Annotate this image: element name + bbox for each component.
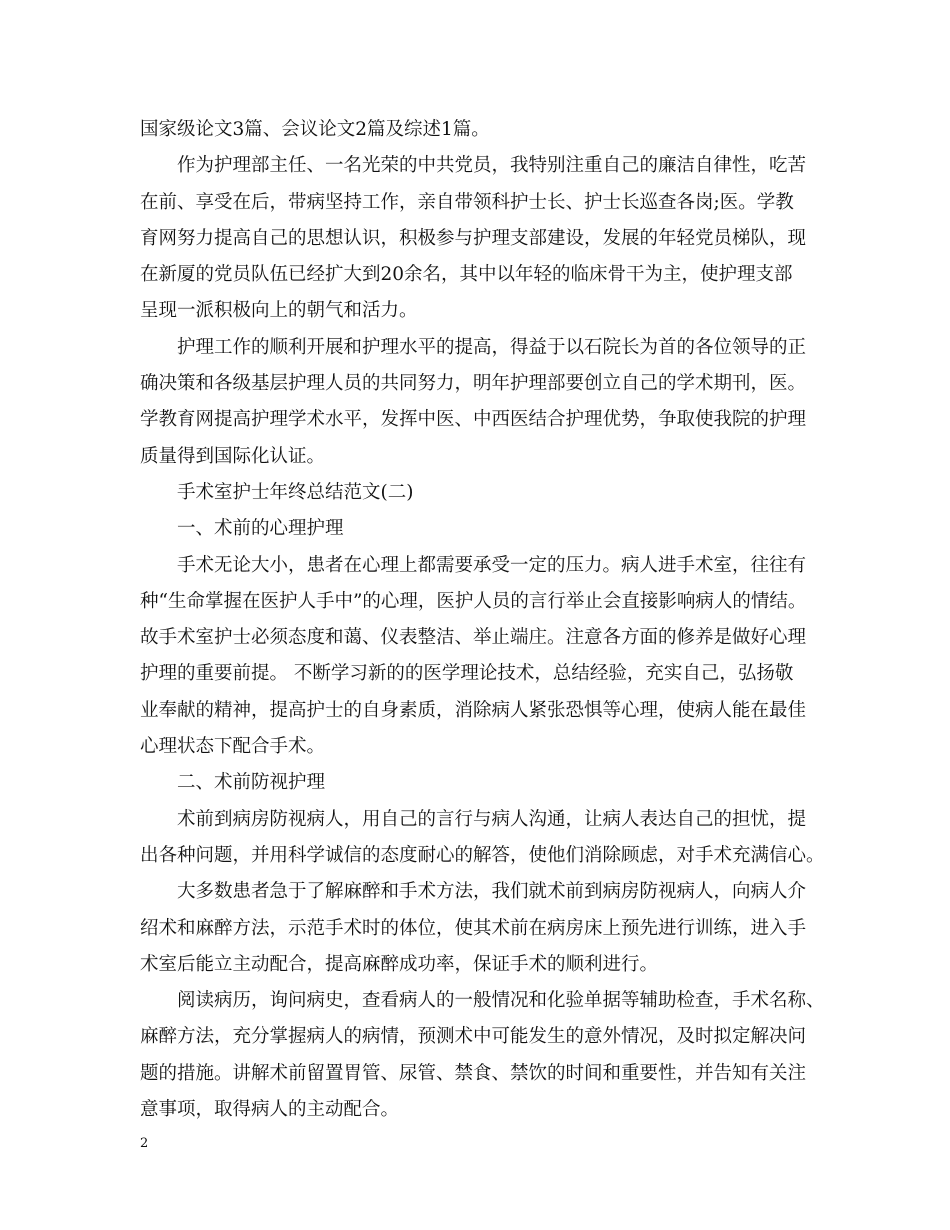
text-line: 心理状态下配合手术。 bbox=[140, 736, 326, 758]
text-line: 育网努力提高自己的思想认识，积极参与护理支部建设，发展的年轻党员梯队，现 bbox=[140, 227, 807, 249]
section-title: 手术室护士年终总结范文(二) bbox=[177, 481, 414, 503]
text-line: 麻醉方法，充分掌握病人的病情，预测术中可能发生的意外情况，及时拟定解决问 bbox=[140, 1026, 807, 1048]
text-line: 护理工作的顺利开展和护理水平的提高，得益于以石院长为首的各位领导的正 bbox=[177, 336, 807, 358]
text-line: 在新厦的党员队伍已经扩大到20余名，其中以年轻的临床骨干为主，使护理支部 bbox=[140, 264, 793, 286]
text-line: 出各种问题，并用科学诚信的态度耐心的解答，使他们消除顾虑，对手术充满信心。 bbox=[140, 844, 825, 866]
text-line: 确决策和各级基层护理人员的共同努力，明年护理部要创立自己的学术期刊，医。 bbox=[140, 373, 807, 395]
text-line: 种“生命掌握在医护人手中”的心理，医护人员的言行举止会直接影响病人的情结。 bbox=[140, 590, 807, 612]
text-line: 质量得到国际化认证。 bbox=[140, 445, 326, 467]
text-line: 学教育网提高护理学术水平，发挥中医、中西医结合护理优势，争取使我院的护理 bbox=[140, 409, 807, 431]
subsection-heading: 一、术前的心理护理 bbox=[177, 518, 344, 540]
page-number: 2 bbox=[140, 1136, 149, 1151]
text-line: 意事项，取得病人的主动配合。 bbox=[140, 1099, 400, 1121]
text-line: 手术无论大小，患者在心理上都需要承受一定的压力。病人进手术室，往往有 bbox=[177, 554, 807, 576]
text-line: 国家级论文3篇、会议论文2篇及综述1篇。 bbox=[140, 119, 490, 140]
text-line: 大多数患者急于了解麻醉和手术方法，我们就术前到病房防视病人，向病人介 bbox=[177, 881, 807, 903]
text-line: 在前、享受在后，带病坚持工作，亲自带领科护士长、护士长巡查各岗;医。学教 bbox=[140, 191, 794, 213]
text-line: 呈现一派积极向上的朝气和活力。 bbox=[140, 300, 418, 322]
text-line: 护理的重要前提。 不断学习新的的医学理论技术，总结经验，充实自己，弘扬敬 bbox=[140, 663, 794, 685]
text-line: 作为护理部主任、一名光荣的中共党员，我特别注重自己的廉洁自律性，吃苦 bbox=[177, 155, 807, 177]
text-line: 故手术室护士必须态度和蔼、仪表整洁、举止端庄。注意各方面的修养是做好心理 bbox=[140, 627, 807, 649]
document-body bbox=[140, 112, 825, 1128]
text-line: 业奉献的精神，提高护士的自身素质，消除病人紧张恐惧等心理，使病人能在最佳 bbox=[140, 699, 807, 721]
text-line: 绍术和麻醉方法，示范手术时的体位，使其术前在病房床上预先进行训练，进入手 bbox=[140, 917, 807, 939]
text-line: 题的措施。讲解术前留置胃管、尿管、禁食、禁饮的时间和重要性，并告知有关注 bbox=[140, 1062, 807, 1084]
text-line: 阅读病历，询问病史，查看病人的一般情况和化验单据等辅助检查，手术名称、 bbox=[177, 990, 825, 1012]
text-line: 术室后能立主动配合，提高麻醉成功率，保证手术的顺利进行。 bbox=[140, 953, 659, 975]
subsection-heading: 二、术前防视护理 bbox=[177, 772, 326, 794]
text-line: 术前到病房防视病人，用自己的言行与病人沟通，让病人表达自己的担忧，提 bbox=[177, 808, 807, 830]
